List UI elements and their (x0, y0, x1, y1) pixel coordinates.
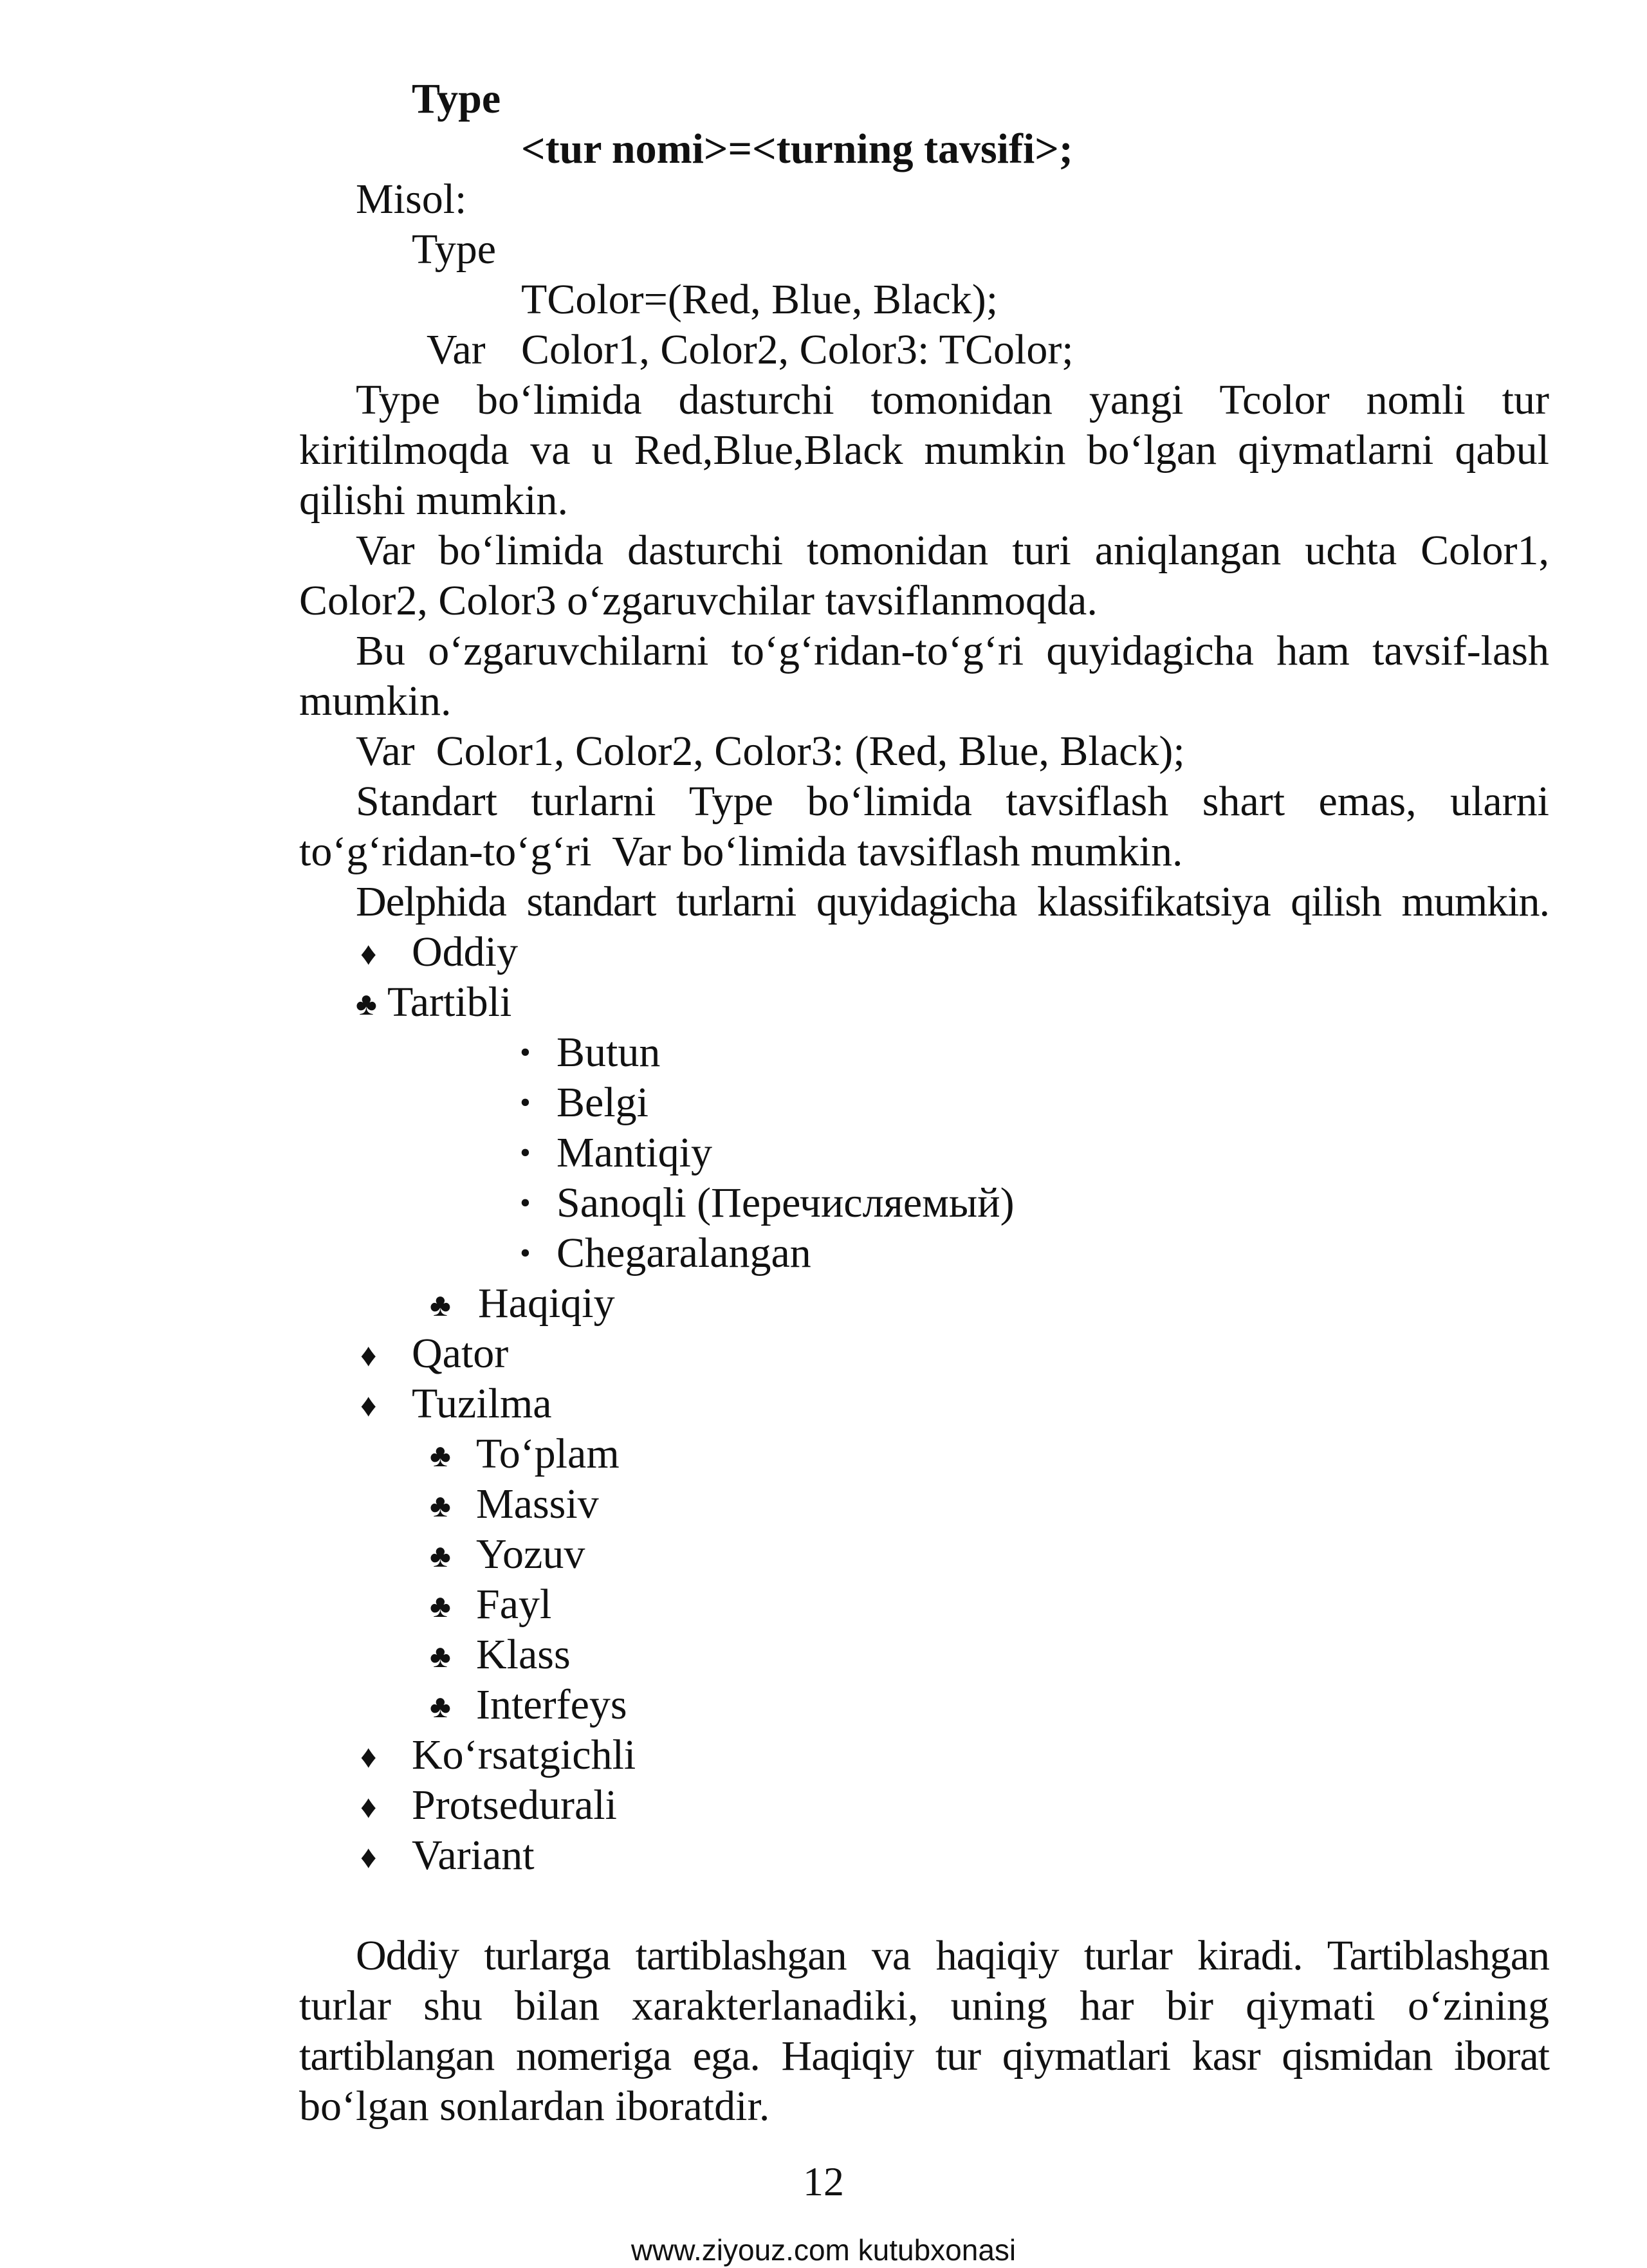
tree-subitem-interfeys: Interfeys (476, 1681, 627, 1728)
club-bullet-icon: ♣ (430, 1588, 451, 1624)
paragraph-5: Delphida standart turlarni quyidagicha klassifikatsiya qilish mumkin. (356, 878, 1549, 925)
paragraph-3-line-2: mumkin. (299, 678, 452, 724)
tree-item-korsatgichli: Ko‘rsatgichli (412, 1731, 636, 1778)
tree-subitem-butun: Butun (557, 1029, 661, 1076)
club-bullet-icon: ♣ (430, 1538, 451, 1574)
paragraph-6-line-2: turlar shu bilan xarakterlanadiki, uning har bir qiymati o‘zining (299, 1982, 1549, 2029)
paragraph-6-line-1: Oddiy turlarga tartiblashgan va haqiqiy turlar kiradi. Tartiblashgan (356, 1932, 1549, 1979)
paragraph-1-line-2: kiritilmoqda va u Red,Blue,Black mumkin bo‘lgan qiymatlarni qabul (299, 427, 1549, 474)
diamond-bullet-icon: ♦ (360, 1387, 377, 1423)
footer-website: www.ziyouz.com kutubxonasi (630, 2233, 1017, 2267)
club-bullet-icon: ♣ (356, 986, 377, 1022)
paragraph-6-line-3: tartiblangan nomeriga ega. Haqiqiy tur qiymatlari kasr qismidan iborat (299, 2033, 1549, 2079)
tree-item-protsedurali: Protsedurali (412, 1782, 617, 1829)
paragraph-1-line-1: Type bo‘limida dasturchi tomonidan yangi Tcolor nomli tur (356, 376, 1549, 423)
example-var-keyword: Var (427, 326, 486, 373)
club-bullet-icon: ♣ (430, 1638, 451, 1674)
diamond-bullet-icon: ♦ (360, 936, 377, 972)
type-keyword: Type (412, 75, 501, 122)
dot-bullet-icon: • (520, 1186, 531, 1220)
tree-subitem-fayl: Fayl (476, 1581, 552, 1628)
tree-item-haqiqiy: Haqiqiy (478, 1280, 615, 1327)
paragraph-3-line-1: Bu o‘zgaruvchilarni to‘g‘ridan-to‘g‘ri quyidagicha ham tavsif-lash (356, 627, 1549, 674)
tree-subitem-sanoqli: Sanoqli (Перечисляемый) (557, 1179, 1015, 1226)
tree-subitem-massiv: Massiv (476, 1480, 599, 1527)
tree-item-oddiy: Oddiy (412, 928, 518, 975)
tree-subitem-yozuv: Yozuv (476, 1531, 585, 1578)
tree-item-qator: Qator (412, 1330, 509, 1377)
paragraph-2-line-1: Var bo‘limida dasturchi tomonidan turi aniqlangan uchta Color1, (356, 527, 1549, 574)
club-bullet-icon: ♣ (430, 1688, 451, 1724)
page-number: 12 (803, 2159, 844, 2204)
paragraph-4-line-2: to‘g‘ridan-to‘g‘ri Var bo‘limida tavsiflash mumkin. (299, 828, 1183, 875)
dot-bullet-icon: • (520, 1085, 531, 1120)
tree-subitem-mantiqiy: Mantiqiy (557, 1129, 712, 1176)
type-declaration-syntax: <tur nomi>=<turning tavsifi>; (521, 125, 1073, 172)
tree-item-tuzilma: Tuzilma (412, 1380, 552, 1427)
club-bullet-icon: ♣ (430, 1437, 451, 1473)
example-label: Misol: (356, 176, 467, 223)
example-tcolor-declaration: TColor=(Red, Blue, Black); (521, 276, 998, 323)
paragraph-1-line-3: qilishi mumkin. (299, 477, 569, 524)
club-bullet-icon: ♣ (430, 1287, 451, 1323)
tree-item-tartibli: Tartibli (387, 979, 512, 1026)
dot-bullet-icon: • (520, 1136, 531, 1170)
club-bullet-icon: ♣ (430, 1488, 451, 1524)
tree-subitem-klass: Klass (476, 1631, 571, 1678)
example-type-keyword: Type (412, 226, 497, 273)
paragraph-6-line-4: bo‘lgan sonlardan iboratdir. (299, 2083, 770, 2130)
example-var-list: Color1, Color2, Color3: TColor; (521, 326, 1074, 373)
dot-bullet-icon: • (520, 1035, 531, 1069)
tree-item-variant: Variant (412, 1832, 535, 1879)
paragraph-4-line-1: Standart turlarni Type bo‘limida tavsiflash shart emas, ularni (356, 778, 1549, 825)
dot-bullet-icon: • (520, 1236, 531, 1270)
tree-subitem-belgi: Belgi (557, 1079, 649, 1126)
tree-subitem-chegaralangan: Chegaralangan (557, 1230, 811, 1277)
tree-subitem-toplam: To‘plam (476, 1430, 620, 1477)
diamond-bullet-icon: ♦ (360, 1839, 377, 1875)
diamond-bullet-icon: ♦ (360, 1789, 377, 1825)
diamond-bullet-icon: ♦ (360, 1738, 377, 1775)
paragraph-2-line-2: Color2, Color3 o‘zgaruvchilar tavsiflanmoqda. (299, 577, 1098, 624)
var-inline-example: Var Color1, Color2, Color3: (Red, Blue, Black); (356, 728, 1185, 775)
diamond-bullet-icon: ♦ (360, 1337, 377, 1373)
